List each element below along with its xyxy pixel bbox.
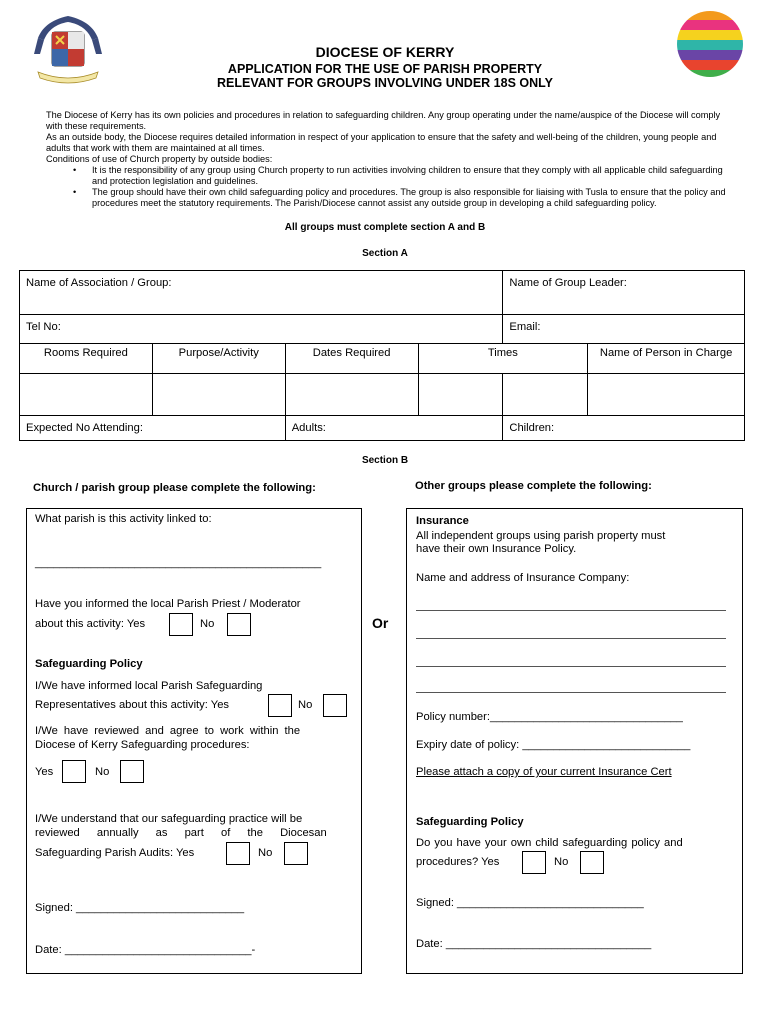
rooms-cell[interactable]: [20, 374, 153, 416]
informed-priest-line2: about this activity: Yes: [35, 618, 146, 630]
audit-line1: I/We understand that our safeguarding practice will be: [35, 813, 303, 825]
informed-reps-line1: I/We have informed local Parish Safeguarding: [35, 680, 263, 692]
times-header: Times: [418, 344, 588, 374]
subtitle-line-1: APPLICATION FOR THE USE OF PARISH PROPERTY: [227, 62, 543, 76]
insurance-address-line-2[interactable]: [416, 638, 726, 639]
adults-field[interactable]: [285, 416, 503, 441]
intro-text: [46, 110, 726, 209]
section-a-heading: Section A: [362, 248, 408, 259]
informed-priest-line1: Have you informed the local Parish Priest / Moderator: [35, 598, 301, 610]
own-policy-yes-checkbox[interactable]: [522, 851, 546, 874]
tel-field[interactable]: [20, 315, 503, 344]
association-label: Name of Association / Group:: [26, 277, 172, 289]
purpose-header: Purpose/Activity: [152, 344, 285, 374]
left-date-field[interactable]: Date: ______________________________-: [35, 944, 256, 956]
document-title: DIOCESE OF KERRY: [315, 44, 455, 60]
reviewed-no-checkbox[interactable]: [120, 760, 144, 783]
tel-label: Tel No:: [26, 321, 61, 333]
audit-line2: reviewed annually as part of the Diocesan: [35, 827, 327, 839]
insurance-company-label: Name and address of Insurance Company:: [416, 572, 630, 584]
person-header: Name of Person in Charge: [588, 344, 745, 374]
children-field[interactable]: [503, 416, 745, 441]
dates-cell[interactable]: [285, 374, 418, 416]
all-groups-note: All groups must complete section A and B: [284, 222, 486, 233]
church-group-heading: Church / parish group please complete the following:: [33, 482, 316, 494]
left-signed-field[interactable]: Signed: ___________________________: [35, 902, 245, 914]
own-policy-line1: Do you have your own child safeguarding policy and: [416, 837, 683, 849]
other-groups-heading: Other groups please complete the following:: [415, 480, 652, 492]
informed-priest-no-checkbox[interactable]: [227, 613, 251, 636]
right-signed-field[interactable]: Signed: ______________________________: [416, 897, 644, 909]
email-field[interactable]: [503, 315, 745, 344]
group-leader-label: Name of Group Leader:: [509, 277, 627, 289]
audit-no-label: No: [258, 847, 273, 859]
informed-priest-no-label: No: [200, 618, 215, 630]
purpose-cell[interactable]: [152, 374, 285, 416]
informed-priest-yes-checkbox[interactable]: [169, 613, 193, 636]
attending-label: Expected No Attending:: [26, 422, 143, 434]
subtitle-line-2: RELEVANT FOR GROUPS INVOLVING UNDER 18S ONLY: [217, 76, 553, 90]
own-policy-no-label: No: [554, 856, 569, 868]
condition-item-2: • The group should have their own child safeguarding policy and procedures. The group is also responsible for liaising with Tusla to ensure that the policy and procedures meet the statutory requirements. The Parish/Diocese cannot assist any outside group in developing a child safeguarding policy.: [92, 187, 726, 209]
email-label: Email:: [509, 321, 541, 333]
audit-yes-checkbox[interactable]: [226, 842, 250, 865]
own-policy-line2: procedures? Yes: [416, 856, 500, 868]
audit-no-checkbox[interactable]: [284, 842, 308, 865]
insurance-text-line2: have their own Insurance Policy.: [416, 543, 577, 555]
intro-paragraph-3: Conditions of use of Church property by outside bodies:: [46, 154, 273, 164]
adults-label: Adults:: [291, 422, 326, 434]
own-policy-no-checkbox[interactable]: [580, 851, 604, 874]
times-end-cell[interactable]: [503, 374, 588, 416]
attach-insurance-note: Please attach a copy of your current Insurance Cert: [416, 766, 672, 778]
conditions-list: [46, 165, 726, 209]
right-date-field[interactable]: Date: _________________________________: [416, 938, 652, 950]
dates-header: Dates Required: [285, 344, 418, 374]
insurance-heading: Insurance: [416, 515, 469, 527]
informed-reps-line2: Representatives about this activity: Yes: [35, 699, 230, 711]
expiry-date-field[interactable]: Expiry date of policy: ___________________________: [416, 739, 691, 751]
intro-paragraph-1: The Diocese of Kerry has its own policies and procedures in relation to safeguarding children. Any group operating under the name/auspice of the Diocese will comply with these requirements.: [46, 110, 721, 131]
parish-question: What parish is this activity linked to:: [35, 513, 212, 525]
right-safeguarding-heading: Safeguarding Policy: [416, 816, 524, 828]
reviewed-procedures-line2: Diocese of Kerry Safeguarding procedures:: [35, 739, 250, 751]
policy-number-field[interactable]: Policy number:_______________________________: [416, 711, 683, 723]
association-field[interactable]: [20, 271, 503, 315]
reviewed-no-label: No: [95, 766, 110, 778]
times-start-cell[interactable]: [418, 374, 503, 416]
insurance-address-line-3[interactable]: [416, 666, 726, 667]
document-subtitle: [0, 62, 770, 90]
section-a-table: [19, 270, 745, 441]
condition-item-1: • It is the responsibility of any group using Church property to run activities involving children to ensure that they comply with all applicable child safeguarding and protection legislation and guidelines.: [92, 165, 726, 187]
group-leader-field[interactable]: [503, 271, 745, 315]
audit-line3: Safeguarding Parish Audits: Yes: [35, 847, 195, 859]
intro-paragraph-2: As an outside body, the Diocese requires detailed information in respect of your application to ensure that the safety and well-being of the children, young people and adults that work with them are maintained at all times.: [46, 132, 717, 153]
insurance-address-line-1[interactable]: [416, 610, 726, 611]
attending-field[interactable]: [20, 416, 286, 441]
reviewed-yes-checkbox[interactable]: [62, 760, 86, 783]
section-b-heading: Section B: [361, 455, 409, 466]
rooms-header: Rooms Required: [20, 344, 153, 374]
insurance-text-line1: All independent groups using parish property must: [416, 530, 666, 542]
or-label: Or: [372, 615, 389, 631]
insurance-address-line-4[interactable]: [416, 692, 726, 693]
informed-reps-yes-checkbox[interactable]: [268, 694, 292, 717]
left-safeguarding-heading: Safeguarding Policy: [35, 658, 143, 670]
informed-reps-no-label: No: [298, 699, 313, 711]
informed-reps-no-checkbox[interactable]: [323, 694, 347, 717]
reviewed-yes-label: Yes: [35, 766, 54, 778]
children-label: Children:: [509, 422, 555, 434]
reviewed-procedures-line1: I/We have reviewed and agree to work within the: [35, 725, 301, 737]
parish-input-line[interactable]: ______________________________________________: [35, 557, 322, 569]
person-cell[interactable]: [588, 374, 745, 416]
